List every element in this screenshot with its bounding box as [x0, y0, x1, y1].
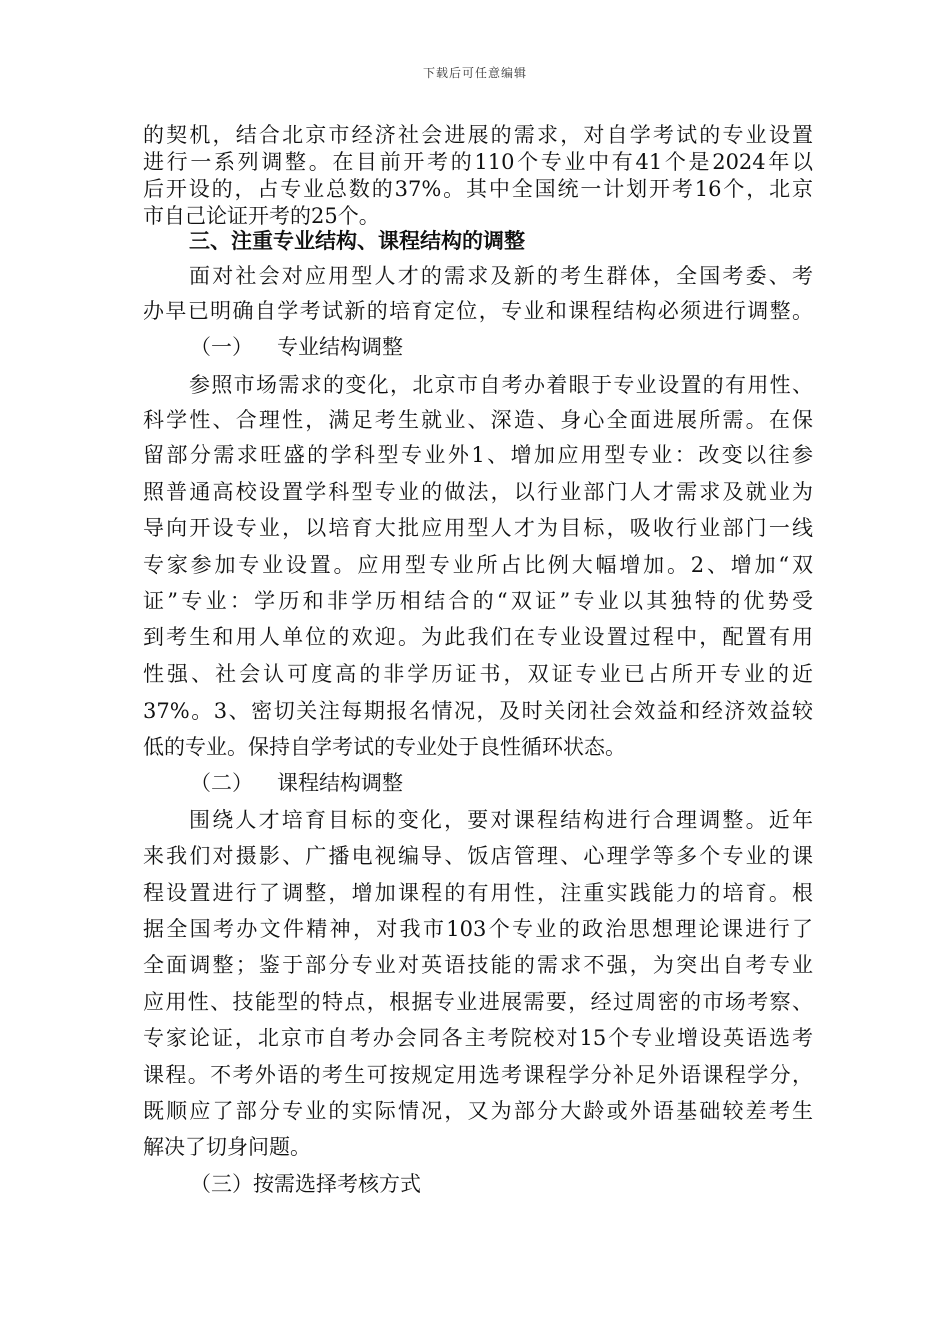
paragraph-line: 据全国考办文件精神，对我市103个专业的政治思想理论课进行了	[143, 917, 813, 941]
paragraph-line: 专家论证，北京市自考办会同各主考院校对15个专业增设英语选考	[143, 1026, 813, 1050]
paragraph-line: 专家参加专业设置。应用型专业所占比例大幅增加。2、增加“双	[143, 553, 813, 577]
subsection-number: （一）	[190, 335, 253, 359]
page-header-note: 下载后可任意编辑	[422, 66, 527, 80]
paragraph-line: 后开设的，占专业总数的37%。其中全国统一计划开考16个，北京	[143, 177, 813, 201]
paragraph-line: 证”专业：学历和非学历相结合的“双证”专业以其独特的优势受	[143, 589, 813, 613]
subsection-number: （二）	[190, 771, 253, 795]
paragraph-line: 围绕人才培育目标的变化，要对课程结构进行合理调整。近年	[189, 808, 813, 832]
paragraph-line: 参照市场需求的变化，北京市自考办着眼于专业设置的有用性、	[189, 373, 813, 397]
subsection-title: 课程结构调整	[277, 771, 403, 795]
paragraph-line: 面对社会对应用型人才的需求及新的考生群体，全国考委、考	[189, 264, 813, 288]
paragraph-line: 留部分需求旺盛的学科型专业外1、增加应用型专业：改变以往参	[143, 443, 813, 467]
paragraph-line: 办早已明确自学考试新的培育定位，专业和课程结构必须进行调整。	[143, 299, 813, 323]
paragraph-line: 37%。3、密切关注每期报名情况，及时关闭社会效益和经济效益较	[143, 699, 813, 723]
paragraph-line: 到考生和用人单位的欢迎。为此我们在专业设置过程中，配置有用	[143, 625, 813, 649]
paragraph-line: 市自己论证开考的25个。	[143, 204, 380, 228]
paragraph-line: 的契机，结合北京市经济社会进展的需求，对自学考试的专业设置	[143, 123, 813, 147]
paragraph-line: 导向开设专业，以培育大批应用型人才为目标，吸收行业部门一线	[143, 516, 813, 540]
section-heading: 三、注重专业结构、课程结构的调整	[189, 228, 525, 253]
paragraph-line: 低的专业。保持自学考试的专业处于良性循环状态。	[143, 735, 626, 759]
paragraph-line: 课程。不考外语的考生可按规定用选考课程学分补足外语课程学分，	[143, 1063, 813, 1087]
paragraph-line: 解决了切身问题。	[143, 1135, 311, 1159]
subsection-title: 专业结构调整	[277, 335, 403, 359]
subsection-title: （三）按需选择考核方式	[190, 1172, 421, 1196]
paragraph-line: 全面调整；鉴于部分专业对英语技能的需求不强，为突出自考专业	[143, 953, 813, 977]
paragraph-line: 既顺应了部分专业的实际情况，又为部分大龄或外语基础较差考生	[143, 1099, 813, 1123]
paragraph-line: 来我们对摄影、广播电视编导、饭店管理、心理学等多个专业的课	[143, 844, 813, 868]
paragraph-line: 程设置进行了调整，增加课程的有用性，注重实践能力的培育。根	[143, 881, 813, 905]
paragraph-line: 照普通高校设置学科型专业的做法，以行业部门人才需求及就业为	[143, 480, 813, 504]
paragraph-line: 科学性、合理性，满足考生就业、深造、身心全面进展所需。在保	[143, 408, 813, 432]
paragraph-line: 进行一系列调整。在目前开考的110个专业中有41个是2024年以	[143, 150, 813, 174]
paragraph-line: 应用性、技能型的特点，根据专业进展需要，经过周密的市场考察、	[143, 990, 813, 1014]
paragraph-line: 性强、社会认可度高的非学历证书，双证专业已占所开专业的近	[143, 662, 813, 686]
